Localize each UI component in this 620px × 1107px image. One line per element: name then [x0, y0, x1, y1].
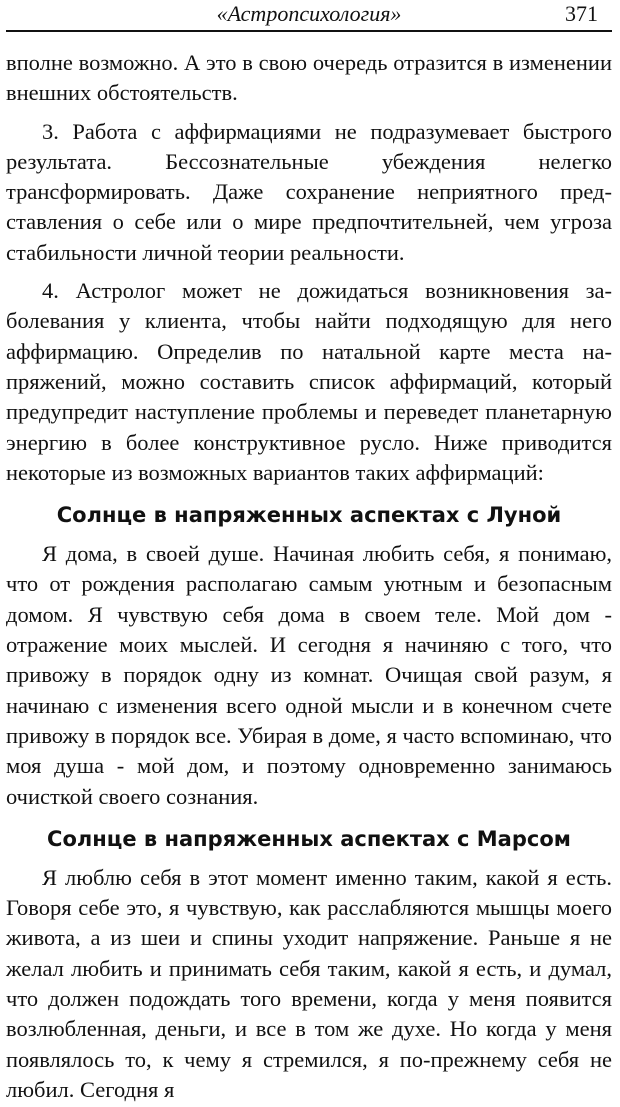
paragraph-point-4: 4. Астролог может не дожидаться возникновения заболевания у клиента, чтобы найти подходящую для него аффирмацию. Определив по натальной карте места напряжений, можно составить список аффирмаций, который предупредит наступление проблемы и переведет планетарную энергию в более конструктивное русло. Ниже приводится некоторые из возможных вариантов таких аффирмаций:	[6, 278, 612, 485]
paragraph-sun-moon: Я дома, в своей душе. Начиная любить себя, я понимаю, что от рождения располагаю самым уютным и безопасным домом. Я чувствую себя дома в своем теле. Мой дом - отражение моих мыслей. И сегодня я начиняю с того, что привожу в порядок одну из комнат. Очищая свой разум, я начинаю с изменения всего одной мысли и в конечном счете привожу в порядок все. Убирая в доме, я часто вспоминаю, что моя душа - мой дом, и поэтому одновременно занимаюсь очисткой своего сознания.	[6, 541, 612, 809]
running-head	[6, 0, 612, 30]
running-head-title: «Астропсихология»	[216, 1, 402, 26]
paragraph-point-3: 3. Работа с аффирмациями не подразумевает быстрого результата. Бессознательные убеждения нелегко трансформировать. Даже сохранение неприятного представления о себе или о мире предпочтительней, чем угроза стабильности личной теории реальности.	[6, 118, 612, 265]
page-number: 371	[565, 1, 598, 26]
paragraph-continuation: вполне возможно. А это в свою очередь отразится в изменении внешних обстоятельств.	[6, 50, 612, 106]
paragraph-gap	[6, 109, 612, 117]
section-heading-sun-moon: Солнце в напряженных аспектах с Луной	[56, 503, 562, 528]
paragraph-gap	[6, 268, 612, 276]
section-heading-sun-mars: Солнце в напряженных аспектах с Марсом	[47, 826, 571, 851]
header-rule	[6, 30, 612, 32]
paragraph-sun-mars: Я люблю себя в этот момент именно таким, какой я есть. Говоря себе это, я чувствую, как расслабляются мышцы моего живота, а из шеи и спины уходит напряжение. Раньше я не желал любить и принимать себя таким, какой я есть, и думал, что должен подождать того времени, когда у меня появится возлюбленная, деньги, и все в том же духе. Но когда у меня появлялось то, к чему я стремился, я по-прежнему себя не любил. Сегодня я	[6, 864, 612, 1102]
